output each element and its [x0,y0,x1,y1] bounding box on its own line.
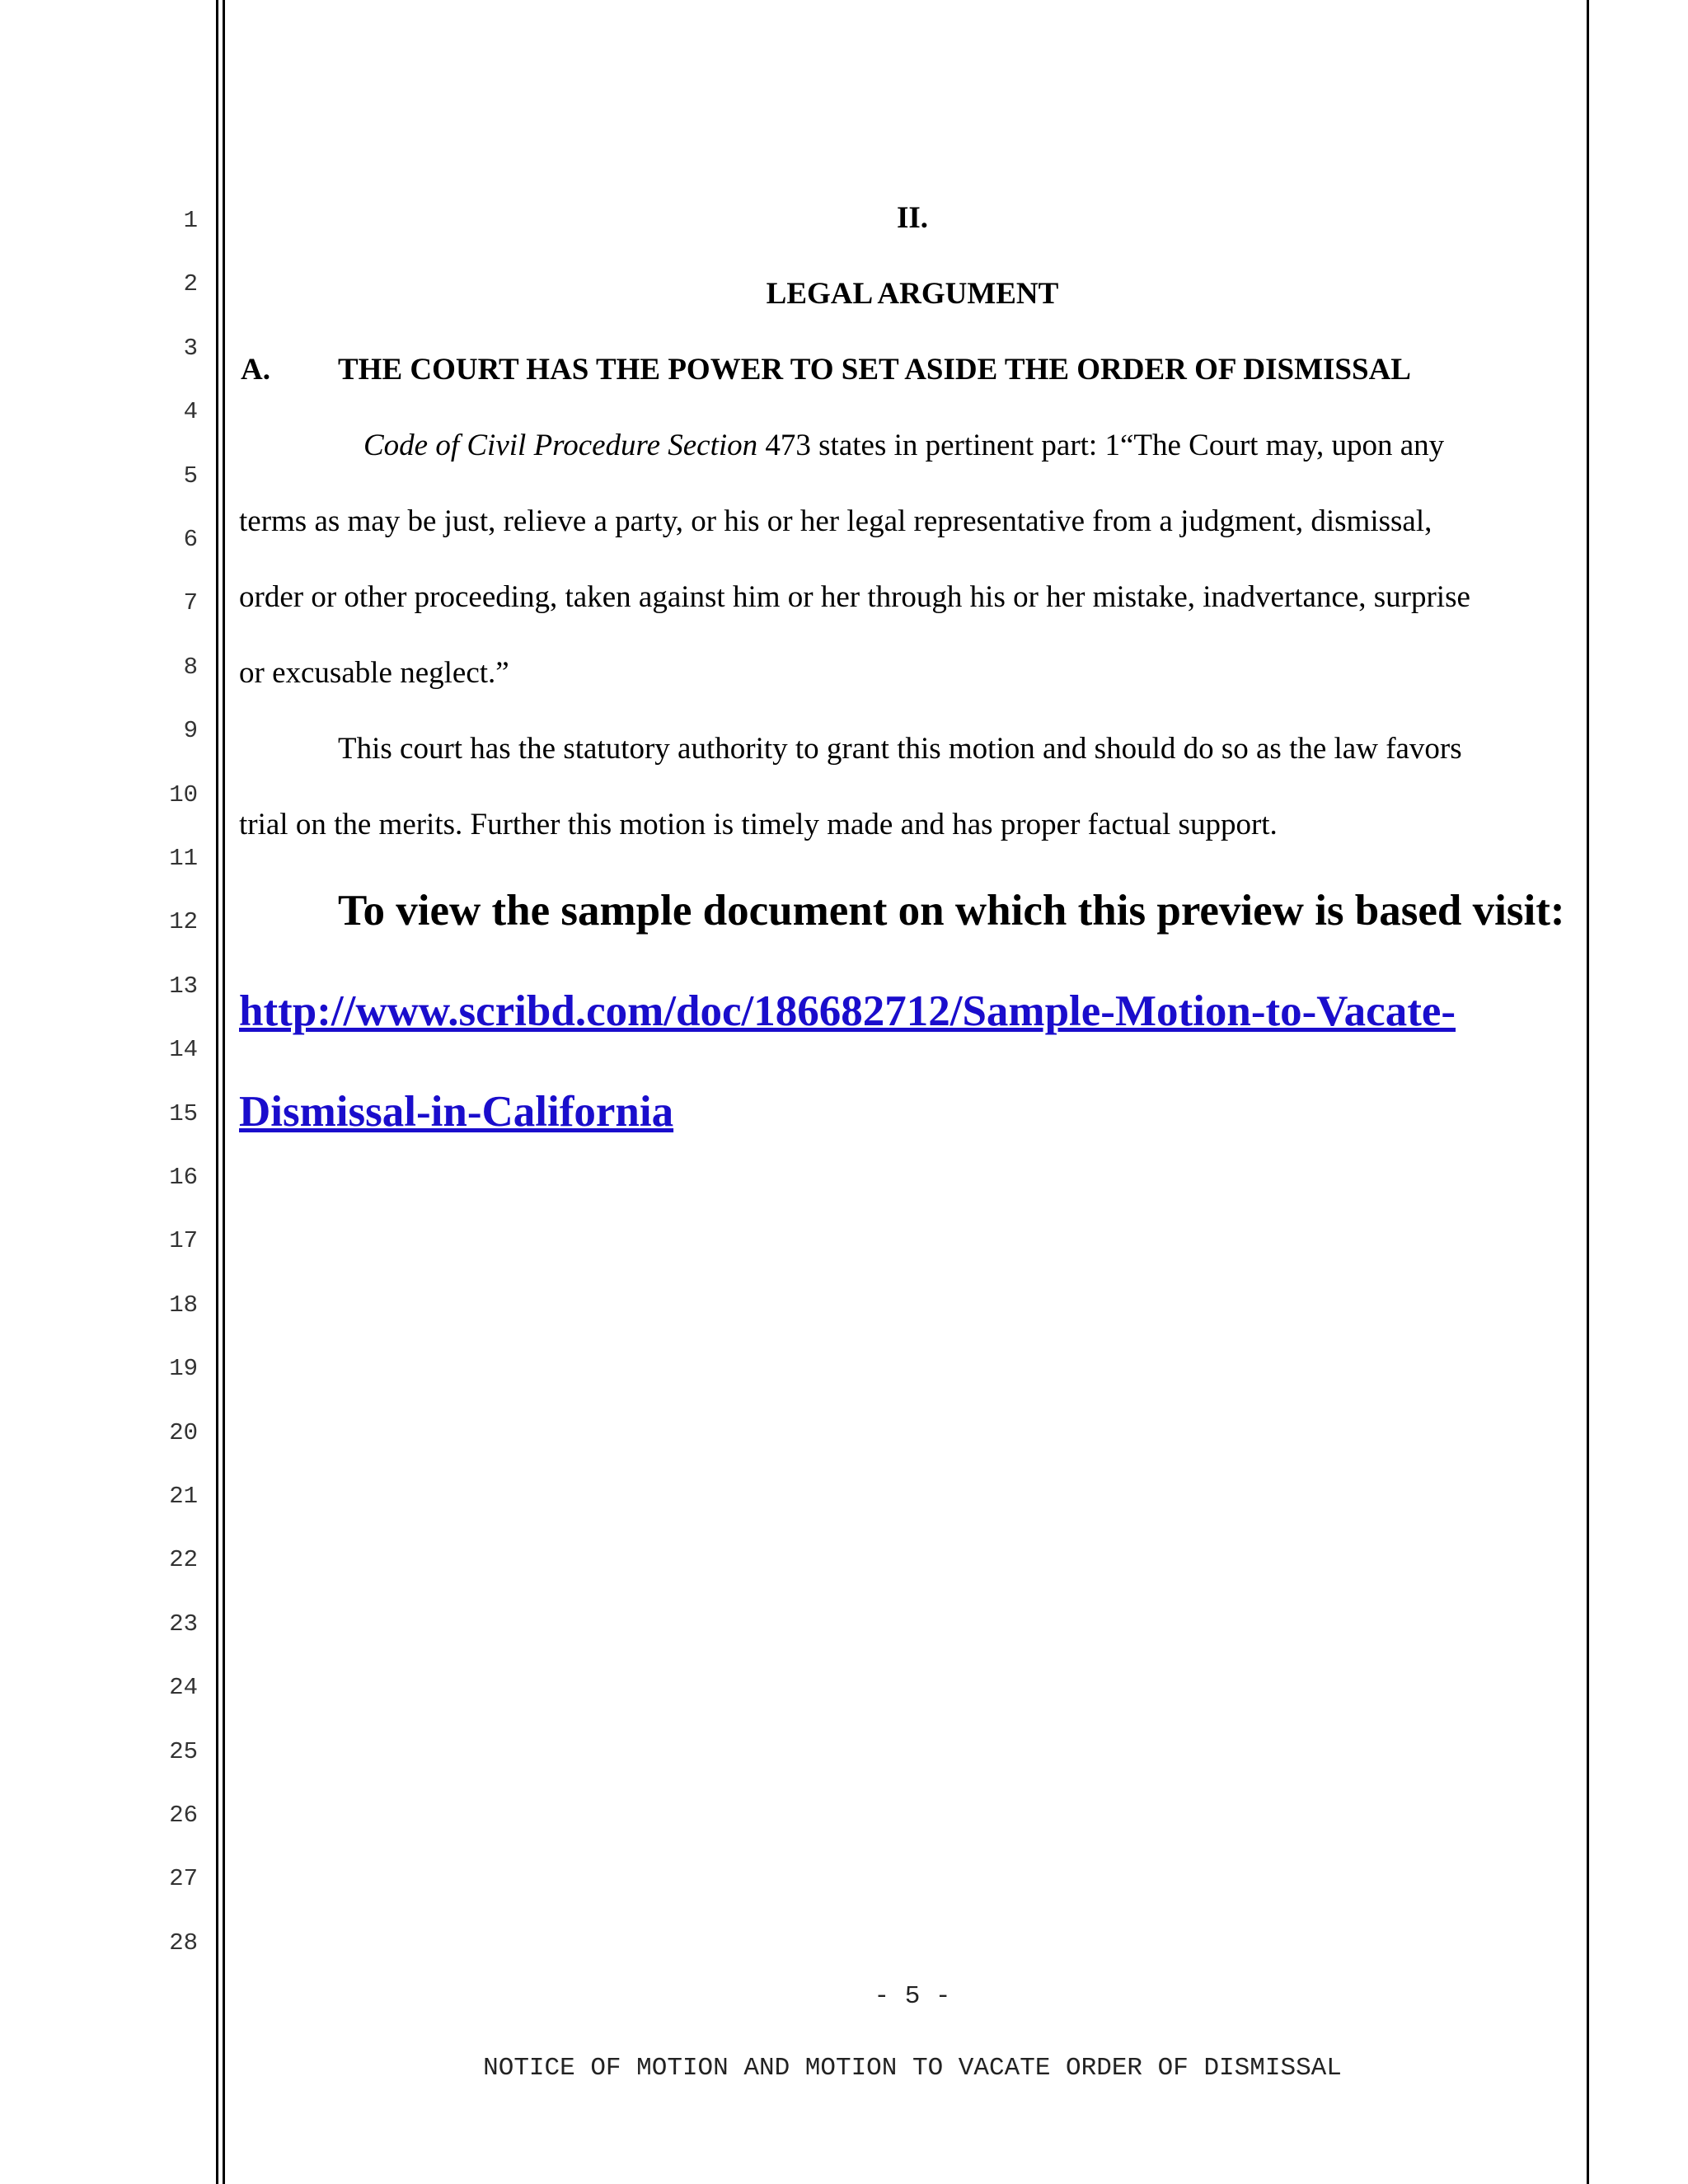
paragraph-1-line-1 [363,427,1444,465]
line-number: 24 [169,1674,198,1702]
line-number: 13 [169,972,198,1000]
line-number: 17 [169,1227,198,1255]
sample-document-link-line-1[interactable]: http://www.scribd.com/doc/186682712/Sample-Motion-to-Vacate- [239,987,1456,1035]
line-number: 20 [169,1418,198,1446]
line-number: 28 [169,1929,198,1957]
line-number: 27 [169,1865,198,1893]
line-number: 16 [169,1164,198,1191]
line-number: 9 [183,717,198,745]
line-number: 4 [183,398,198,426]
sample-document-link-line-2[interactable]: Dismissal-in-California [239,1088,674,1136]
line-number: 25 [169,1737,198,1765]
paragraph-1-line-2: terms as may be just, relieve a party, or his or her legal representative from a judgment, dismissal, [239,504,1432,538]
heading-letter: A. [241,353,270,387]
paragraph-1-line-3: order or other proceeding, taken against him or her through his or her mistake, inadvertance, surprise [239,580,1470,614]
line-number: 3 [183,334,198,362]
line-number: 10 [169,780,198,808]
line-number: 26 [169,1802,198,1829]
line-number: 22 [169,1546,198,1574]
line-number: 14 [169,1036,198,1064]
left-margin-rule-inner [223,0,225,2184]
statute-citation: Code of Civil Procedure Section [363,429,758,462]
paragraph-1-line-1-rest: 473 states in pertinent part: 1“The Court may, upon any [757,429,1445,462]
line-number: 12 [169,908,198,936]
left-margin-rule-outer [216,0,218,2184]
paragraph-2-line-1: This court has the statutory authority to grant this motion and should do so as the law favors [338,732,1462,766]
section-number: II. [896,201,929,235]
line-number: 19 [169,1355,198,1383]
paragraph-1-line-4: or excusable neglect.” [239,656,509,690]
footer-title: NOTICE OF MOTION AND MOTION TO VACATE ORDER OF DISMISSAL [483,2054,1342,2083]
page-number: - 5 - [874,1982,951,2011]
heading-text: THE COURT HAS THE POWER TO SET ASIDE THE ORDER OF DISMISSAL [338,353,1411,387]
line-number: 11 [169,845,198,872]
section-title: LEGAL ARGUMENT [766,277,1059,311]
line-number: 21 [169,1483,198,1510]
paragraph-2-line-2: trial on the merits. Further this motion is timely made and has proper factual support. [239,808,1278,841]
line-number: 7 [183,589,198,617]
line-number: 8 [183,653,198,681]
line-number: 18 [169,1291,198,1319]
line-number: 6 [183,526,198,553]
line-number: 2 [183,270,198,298]
right-margin-rule [1587,0,1589,2184]
preview-notice: To view the sample document on which this preview is based visit: [338,887,1565,935]
line-number: 23 [169,1610,198,1638]
line-number: 1 [183,207,198,234]
line-number: 15 [169,1099,198,1127]
line-number: 5 [183,462,198,490]
